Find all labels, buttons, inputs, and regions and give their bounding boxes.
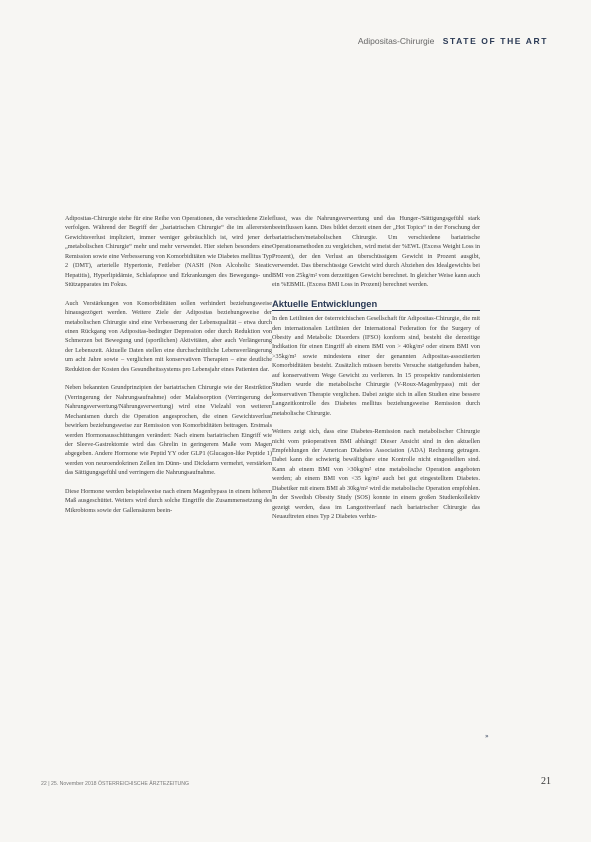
paragraph: Adipositas-Chirurgie stehe für eine Reihe von Operationen, die verschiedene Ziele verfolgen. Während der Begriff der „bariatrischen Chirurgie“ die im allerersten Gewichtsverlust impliziert, immer weniger gebräuchlich ist, wird jener der „metabolischen Chirurgie“ mehr und mehr verwendet. Hier stehen besonders eine Remission sowie eine Verbesserung von Komorbiditäten wie Diabetes mellitus Typ 2 (DMT), arterielle Hypertonie, Fettleber (NASH (Non Alcoholic Steatic Hepatitis), Hyperlipidämie, Schlafapnoe und Erkrankungen des Bewegungs- und Stützapparates im Fokus. xyxy=(65,215,272,289)
right-column xyxy=(272,214,480,531)
issue-info: 22 | 25. November 2018 ÖSTERREICHISCHE ÄRZTEZEITUNG xyxy=(41,781,190,787)
paragraph: Weiters zeigt sich, dass eine Diabetes-Remission nach metabolischer Chirurgie nicht vom präoperativen BMI abhängt! Dieser Ansicht sind in den aktuellen Empfehlungen der American Diabetes Association (ADA) Rechnung getragen. Dabei kann die schwierig bewältigbare eine Kontrolle nicht eingestellten sind. Kann ab einem BMI von >30kg/m² eine metabolische Operation angeboten werden; ab einem BMI von <35 kg/m² auch bei gut eingestelltem Diabetes. Diabetiker mit einem BMI ab 30kg/m² wird die metabolische Operation empfohlen. In der Swedish Obesity Study (SOS) konnte in einem großen Studienkollektiv gezeigt werden, dass im Langzeitverlauf nach bariatrischer Chirurgie das Neuauftreten eines Typ 2 Diabetes verhin- xyxy=(272,428,480,521)
page-number: 21 xyxy=(541,776,551,787)
section-title: Adipositas-Chirurgie xyxy=(357,36,435,46)
page-header xyxy=(358,36,548,46)
paragraph: Diese Hormone werden beispielsweise nach einem Magenbypass in einem höheren Maß ausgeschüttet. Weiters wird durch solche Eingriffe die Zusammensetzung des Mikrobioms sowie der Gallensäuren beein- xyxy=(65,487,272,514)
left-column xyxy=(65,214,272,524)
paragraph: In den Leitlinien der österreichischen Gesellschaft für Adipositas-Chirurgie, die mit den internationalen Leitlinien der International Federation for the Surgery of Obesity and Metabolic Disorders (IFSO) konform sind, besteht die derzeitige Indikation für einen Eingriff ab einem BMI von > 40kg/m² oder einem BMI von >35kg/m² sowie mindestens einer der genannten Adipositas-assoziierten Komorbiditäten besteht. Zusätzlich müssen bereits Versuche stattgefunden haben, auf konservativem Wege Gewicht zu verlieren. In 15 prospektiv randomisierten Studien wurde die metabolische Chirurgie (V-Roux-Magenbypass) mit der konservativen Therapie verglichen. Dabei zeigte sich in allen Studien eine bessere Langzeitkontrolle des Diabetes mellitus beziehungsweise Remission durch metabolische Chirurgie. xyxy=(272,315,480,417)
paragraph: Neben bekannten Grundprinzipien der bariatrischen Chirurgie wie der Restriktion (Verringerung der Nahrungsaufnahme) oder Malabsorption (Verringerung der Nahrungsverwertung/Nährungsverwertung) wird eine Vielzahl von weiteren Mechanismen durch die Operation angesprochen, die einen Gewichtsverlust bewirken beziehungsweise zur Remission von Komorbiditäten beitragen. Erstmals werden Hormonausschüttungen verändert: Nach einem bariatrischen Eingriff wie der Sleeve-Gastrektomie wird das Ghrelin in geringerem Maße vom Magen abgegeben. Andere Hormone wie Peptid YY oder GLP1 (Glucagon-like Peptide 1) werden von neuroendokrinen Zellen im Dünn- und Dickdarm vermehrt, verstärken das Sättigungsgefühl und verringern die Nahrungsaufnahme. xyxy=(65,384,272,477)
paragraph: flusst, was die Nahrungsverwertung und das Hunger-/Sättigungsgefühl stark beeinflussen kann. Dies bildet derzeit einen der „Hot Topics“ in der Forschung der bariatrischen/metabolischen Chirurgie. Um verschiedene bariatrische Operationsmethoden zu vergleichen, wird meist der %EWL (Excess Weight Loss in Prozent), der den Verlust an überschüssigem Gewicht in Prozent ausgibt, verwendet. Das überschüssige Gewicht wird durch Abziehen des Idealgewichts bei BMI von 25kg/m² vom derzeitigen Gewicht berechnet. In gleicher Weise kann auch ein %EBMIL (Excess BMI Loss in Prozent) berechnet werden. xyxy=(272,215,480,289)
section-label: STATE OF THE ART xyxy=(442,36,548,46)
paragraph: Auch Verstärkungen von Komorbiditäten sollen verhindert beziehungsweise hinausgezögert werden. Weitere Ziele der Adipositas beziehungsweise der metabolischen Chirurgie sind eine Verbesserung der Lebensqualität – etwa durch einen Rückgang von Adipositas-bedingter Depression oder durch Reduktion von Schmerzen bei Bewegung und (sportlichen) Aktivitäten, aber auch Verlängerung der Lebenszeit. Aktuelle Daten stellen eine durchschnittliche Lebensverlängerung um acht Jahre sowie – verglichen mit konservativen Therapien – eine deutliche Reduktion der Kosten des Gesundheitssystems pro Lebensjahr eines Patienten dar. xyxy=(65,299,272,373)
continue-arrow-icon: » xyxy=(485,733,489,740)
section-heading: Aktuelle Entwicklungen xyxy=(272,299,480,311)
